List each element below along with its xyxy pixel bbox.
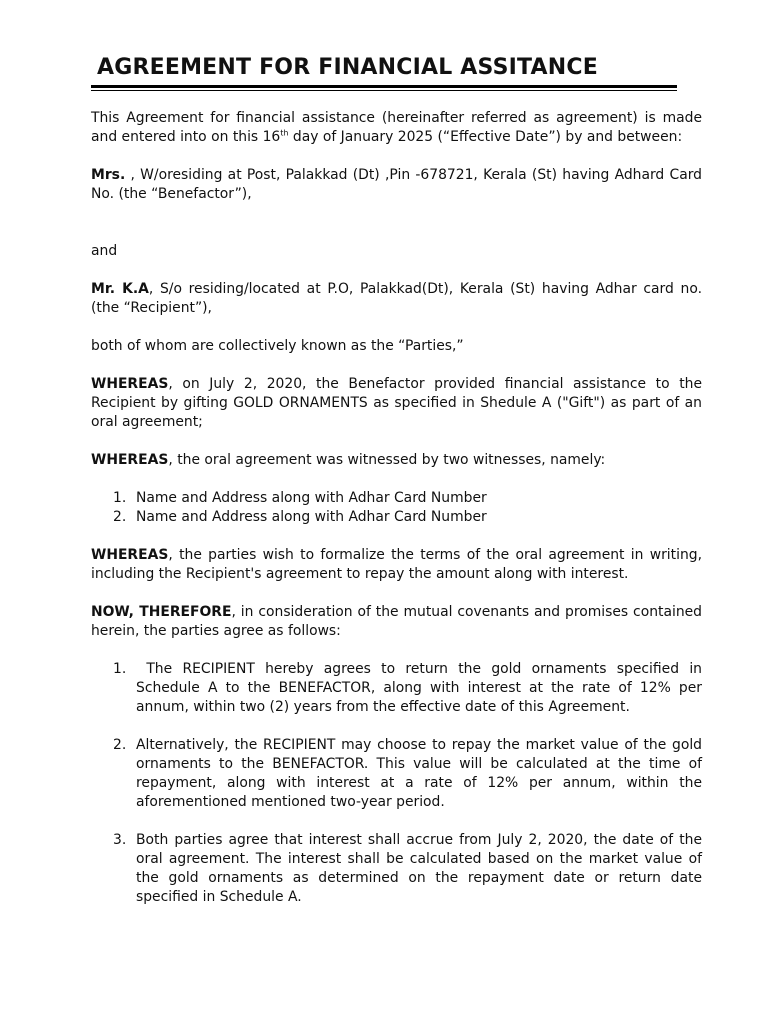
list-item-text: Both parties agree that interest shall accrue from July 2, 2020, the date of the oral agreement. The interest shall be calculated based on the market value of the gold ornaments as determined on the repayment date or return date specified in Schedule A.	[136, 832, 702, 905]
list-item-text: Name and Address along with Adhar Card Number	[136, 490, 487, 506]
intro-text-end: day of January 2025 (“Effective Date”) by and between:	[288, 129, 683, 145]
benefactor-title: Mrs.	[91, 167, 126, 183]
list-item	[91, 660, 702, 717]
benefactor-details: , W/oresiding at Post, Palakkad (Dt) ,Pin -678721, Kerala (St) having Adhard Card No. (the “Benefactor”),	[91, 167, 702, 202]
list-item-text: Name and Address along with Adhar Card Number	[136, 509, 487, 525]
terms-list	[91, 660, 702, 907]
therefore-text: , in consideration of the mutual covenants and promises contained herein, the parties agree as follows:	[91, 604, 702, 639]
whereas-keyword: WHEREAS	[91, 452, 169, 468]
whereas-witness-text: , the oral agreement was witnessed by two witnesses, namely:	[168, 452, 606, 468]
recipient-paragraph	[91, 280, 702, 318]
title-underline-thin	[91, 90, 677, 91]
list-item	[91, 489, 702, 508]
whereas-keyword: WHEREAS	[91, 547, 169, 563]
title-underline-thick	[91, 85, 677, 88]
list-item	[91, 736, 702, 812]
benefactor-paragraph	[91, 166, 702, 204]
witness-list	[91, 489, 702, 527]
whereas-formalize-paragraph	[91, 546, 702, 584]
therefore-keyword: NOW, THEREFORE	[91, 604, 232, 620]
ordinal-suffix: th	[280, 128, 289, 138]
recipient-details: , S/o residing/located at P.O, Palakkad(Dt), Kerala (St) having Adhar card no. (the “Recipient”),	[91, 281, 702, 316]
list-number: 2.	[113, 737, 127, 753]
parties-paragraph: both of whom are collectively known as the “Parties,”	[91, 338, 464, 354]
whereas-keyword: WHEREAS	[91, 376, 169, 392]
list-item-text: The RECIPIENT hereby agrees to return the gold ornaments specified in Schedule A to the BENEFACTOR, along with interest at the rate of 12% per annum, within two (2) years from the effective date of this Agreement.	[136, 661, 702, 715]
whereas-witness-paragraph	[91, 451, 702, 470]
whereas-gift-paragraph	[91, 375, 702, 432]
list-number: 1.	[113, 490, 127, 506]
whereas-gift-text: , on July 2, 2020, the Benefactor provided financial assistance to the Recipient by gifting GOLD ORNAMENTS as specified in Shedule A ("Gift") as part of an oral agreement;	[91, 376, 702, 430]
list-item	[91, 831, 702, 907]
list-item-text: Alternatively, the RECIPIENT may choose to repay the market value of the gold ornaments to the BENEFACTOR. This value will be calculated at the time of repayment, along with interest at a rate of 12% per annum, within the aforementioned mentioned two-year period.	[136, 737, 702, 810]
intro-text: This Agreement for financial assistance (hereinafter referred as agreement) is made and entered into on this 16	[91, 110, 702, 145]
intro-paragraph	[91, 109, 702, 147]
list-item	[91, 508, 702, 527]
list-number: 1.	[113, 661, 127, 677]
list-number: 3.	[113, 832, 127, 848]
document-title: AGREEMENT FOR FINANCIAL ASSITANCE	[97, 55, 598, 80]
whereas-formalize-text: , the parties wish to formalize the terms of the oral agreement in writing, including the Recipient's agreement to repay the amount along with interest.	[91, 547, 702, 582]
list-number: 2.	[113, 509, 127, 525]
agreement-body	[91, 109, 702, 926]
recipient-title: Mr. K.A	[91, 281, 149, 297]
therefore-paragraph	[91, 603, 702, 641]
and-paragraph: and	[91, 243, 118, 259]
blank-line	[91, 223, 702, 242]
